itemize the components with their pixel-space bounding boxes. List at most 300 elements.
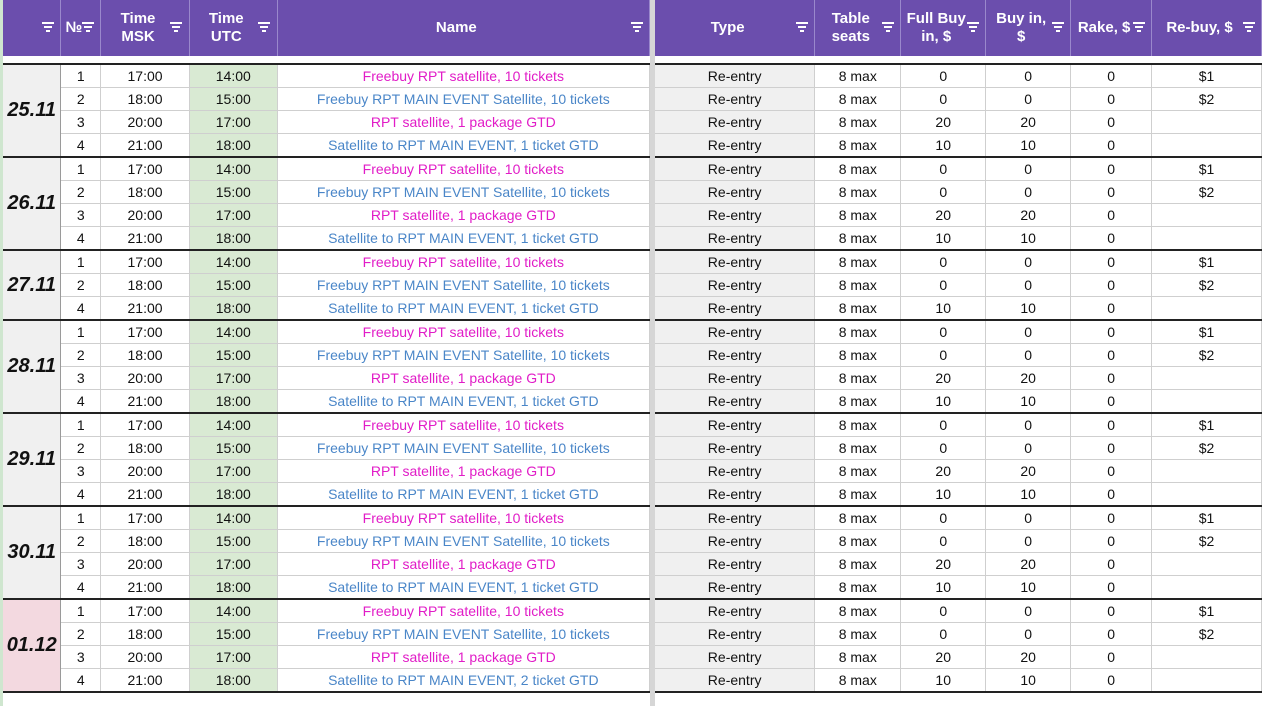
table-seats-cell[interactable]: 8 max bbox=[815, 274, 901, 297]
rake-cell[interactable]: 0 bbox=[1071, 64, 1152, 88]
time-msk-cell[interactable]: 17:00 bbox=[101, 506, 190, 530]
date-cell[interactable]: 27.11 bbox=[3, 250, 61, 320]
time-msk-cell[interactable]: 17:00 bbox=[101, 64, 190, 88]
rake-header[interactable]: Rake, $ bbox=[1071, 0, 1152, 56]
tournament-name-cell[interactable]: RPT satellite, 1 package GTD bbox=[277, 111, 649, 134]
rebuy-cell[interactable] bbox=[1152, 390, 1262, 414]
tournament-name-cell[interactable]: Freebuy RPT satellite, 10 tickets bbox=[277, 506, 649, 530]
buy-in-cell[interactable]: 20 bbox=[986, 460, 1071, 483]
buy-in-cell[interactable]: 0 bbox=[986, 157, 1071, 181]
number-cell[interactable]: 2 bbox=[61, 623, 101, 646]
table-seats-cell[interactable]: 8 max bbox=[815, 320, 901, 344]
full-buy-in-cell[interactable]: 10 bbox=[901, 669, 986, 693]
filter-icon[interactable] bbox=[795, 22, 808, 32]
time-utc-cell[interactable]: 17:00 bbox=[189, 553, 277, 576]
number-cell[interactable]: 1 bbox=[61, 413, 101, 437]
time-utc-cell[interactable]: 15:00 bbox=[189, 530, 277, 553]
rake-cell[interactable]: 0 bbox=[1071, 111, 1152, 134]
type-cell[interactable]: Re-entry bbox=[655, 506, 815, 530]
table-seats-cell[interactable]: 8 max bbox=[815, 227, 901, 251]
tournament-name-cell[interactable]: Freebuy RPT MAIN EVENT Satellite, 10 tickets bbox=[277, 623, 649, 646]
time-utc-cell[interactable]: 14:00 bbox=[189, 157, 277, 181]
rebuy-cell[interactable] bbox=[1152, 483, 1262, 507]
time-utc-cell[interactable]: 17:00 bbox=[189, 367, 277, 390]
time-msk-cell[interactable]: 20:00 bbox=[101, 367, 190, 390]
tournament-name-cell[interactable]: Satellite to RPT MAIN EVENT, 1 ticket GTD bbox=[277, 134, 649, 158]
buy-in-cell[interactable]: 10 bbox=[986, 134, 1071, 158]
rebuy-cell[interactable]: $2 bbox=[1152, 344, 1262, 367]
tournament-name-cell[interactable]: Satellite to RPT MAIN EVENT, 1 ticket GTD bbox=[277, 483, 649, 507]
buy-in-cell[interactable]: 20 bbox=[986, 367, 1071, 390]
type-cell[interactable]: Re-entry bbox=[655, 669, 815, 693]
full-buy-in-cell[interactable]: 0 bbox=[901, 506, 986, 530]
rebuy-cell[interactable] bbox=[1152, 553, 1262, 576]
number-cell[interactable]: 3 bbox=[61, 553, 101, 576]
full-buy-in-cell[interactable]: 20 bbox=[901, 646, 986, 669]
rebuy-cell[interactable] bbox=[1152, 460, 1262, 483]
time-msk-cell[interactable]: 18:00 bbox=[101, 623, 190, 646]
table-seats-cell[interactable]: 8 max bbox=[815, 344, 901, 367]
time-msk-cell[interactable]: 18:00 bbox=[101, 181, 190, 204]
full-buy-in-cell[interactable]: 20 bbox=[901, 460, 986, 483]
full-buy-in-cell[interactable]: 0 bbox=[901, 274, 986, 297]
rake-cell[interactable]: 0 bbox=[1071, 669, 1152, 693]
date-cell[interactable]: 28.11 bbox=[3, 320, 61, 413]
rebuy-cell[interactable]: $1 bbox=[1152, 250, 1262, 274]
type-cell[interactable]: Re-entry bbox=[655, 134, 815, 158]
tournament-name-cell[interactable]: Freebuy RPT MAIN EVENT Satellite, 10 tickets bbox=[277, 530, 649, 553]
buy-in-cell[interactable]: 0 bbox=[986, 344, 1071, 367]
buy-in-cell[interactable]: 0 bbox=[986, 599, 1071, 623]
table-seats-cell[interactable]: 8 max bbox=[815, 367, 901, 390]
type-cell[interactable]: Re-entry bbox=[655, 64, 815, 88]
tournament-name-cell[interactable]: RPT satellite, 1 package GTD bbox=[277, 646, 649, 669]
number-cell[interactable]: 1 bbox=[61, 320, 101, 344]
rake-cell[interactable]: 0 bbox=[1071, 344, 1152, 367]
buy-in-cell[interactable]: 10 bbox=[986, 390, 1071, 414]
time-utc-cell[interactable]: 17:00 bbox=[189, 111, 277, 134]
full-buy-in-cell[interactable]: 0 bbox=[901, 530, 986, 553]
rake-cell[interactable]: 0 bbox=[1071, 320, 1152, 344]
rebuy-cell[interactable] bbox=[1152, 111, 1262, 134]
tournament-name-cell[interactable]: RPT satellite, 1 package GTD bbox=[277, 204, 649, 227]
type-cell[interactable]: Re-entry bbox=[655, 483, 815, 507]
number-cell[interactable]: 3 bbox=[61, 204, 101, 227]
number-cell[interactable]: 3 bbox=[61, 460, 101, 483]
time-utc-cell[interactable]: 18:00 bbox=[189, 483, 277, 507]
time-msk-cell[interactable]: 21:00 bbox=[101, 390, 190, 414]
tournament-name-cell[interactable]: Freebuy RPT satellite, 10 tickets bbox=[277, 413, 649, 437]
time-msk-cell[interactable]: 20:00 bbox=[101, 460, 190, 483]
time-utc-cell[interactable]: 18:00 bbox=[189, 669, 277, 693]
number-cell[interactable]: 4 bbox=[61, 134, 101, 158]
rake-cell[interactable]: 0 bbox=[1071, 367, 1152, 390]
buy-in-cell[interactable]: 10 bbox=[986, 483, 1071, 507]
full-buy-in-cell[interactable]: 10 bbox=[901, 390, 986, 414]
buy-in-cell[interactable]: 20 bbox=[986, 646, 1071, 669]
date-cell[interactable]: 01.12 bbox=[3, 599, 61, 692]
time-msk-cell[interactable]: 20:00 bbox=[101, 646, 190, 669]
buy-in-cell[interactable]: 10 bbox=[986, 576, 1071, 600]
number-cell[interactable]: 1 bbox=[61, 64, 101, 88]
full-buy-in-header[interactable]: Full Buy in, $ bbox=[901, 0, 986, 56]
tournament-name-cell[interactable]: Satellite to RPT MAIN EVENT, 1 ticket GTD bbox=[277, 576, 649, 600]
number-cell[interactable]: 4 bbox=[61, 297, 101, 321]
time-utc-cell[interactable]: 15:00 bbox=[189, 437, 277, 460]
time-utc-cell[interactable]: 15:00 bbox=[189, 88, 277, 111]
filter-icon[interactable] bbox=[1242, 22, 1255, 32]
time-msk-cell[interactable]: 18:00 bbox=[101, 274, 190, 297]
tournament-name-cell[interactable]: Freebuy RPT MAIN EVENT Satellite, 10 tickets bbox=[277, 88, 649, 111]
time-utc-cell[interactable]: 17:00 bbox=[189, 204, 277, 227]
time-msk-cell[interactable]: 21:00 bbox=[101, 227, 190, 251]
number-cell[interactable]: 3 bbox=[61, 367, 101, 390]
number-cell[interactable]: 4 bbox=[61, 390, 101, 414]
date-header[interactable] bbox=[3, 0, 61, 56]
filter-icon[interactable] bbox=[881, 22, 894, 32]
type-cell[interactable]: Re-entry bbox=[655, 413, 815, 437]
rebuy-cell[interactable] bbox=[1152, 646, 1262, 669]
rake-cell[interactable]: 0 bbox=[1071, 157, 1152, 181]
rebuy-cell[interactable]: $1 bbox=[1152, 64, 1262, 88]
table-seats-cell[interactable]: 8 max bbox=[815, 134, 901, 158]
rebuy-cell[interactable] bbox=[1152, 204, 1262, 227]
tournament-name-cell[interactable]: RPT satellite, 1 package GTD bbox=[277, 367, 649, 390]
rake-cell[interactable]: 0 bbox=[1071, 599, 1152, 623]
number-cell[interactable]: 3 bbox=[61, 646, 101, 669]
table-seats-cell[interactable]: 8 max bbox=[815, 437, 901, 460]
number-cell[interactable]: 1 bbox=[61, 250, 101, 274]
tournament-name-cell[interactable]: Freebuy RPT MAIN EVENT Satellite, 10 tickets bbox=[277, 274, 649, 297]
table-row bbox=[655, 460, 1262, 483]
tournament-name-cell[interactable]: RPT satellite, 1 package GTD bbox=[277, 460, 649, 483]
number-cell[interactable]: 4 bbox=[61, 227, 101, 251]
buy-in-cell[interactable]: 0 bbox=[986, 88, 1071, 111]
table-seats-cell[interactable]: 8 max bbox=[815, 413, 901, 437]
rake-cell[interactable]: 0 bbox=[1071, 483, 1152, 507]
rake-cell[interactable]: 0 bbox=[1071, 530, 1152, 553]
table-seats-cell[interactable]: 8 max bbox=[815, 64, 901, 88]
table-seats-cell[interactable]: 8 max bbox=[815, 157, 901, 181]
rebuy-cell[interactable]: $1 bbox=[1152, 157, 1262, 181]
rake-cell[interactable]: 0 bbox=[1071, 413, 1152, 437]
time-msk-cell[interactable]: 17:00 bbox=[101, 157, 190, 181]
rebuy-cell[interactable]: $2 bbox=[1152, 623, 1262, 646]
buy-in-cell[interactable]: 20 bbox=[986, 553, 1071, 576]
tournament-name-cell[interactable]: Freebuy RPT satellite, 10 tickets bbox=[277, 320, 649, 344]
rake-cell[interactable]: 0 bbox=[1071, 297, 1152, 321]
time-msk-header[interactable]: Time MSK bbox=[101, 0, 190, 56]
full-buy-in-cell[interactable]: 10 bbox=[901, 227, 986, 251]
tournament-name-cell[interactable]: Satellite to RPT MAIN EVENT, 1 ticket GTD bbox=[277, 227, 649, 251]
full-buy-in-cell[interactable]: 10 bbox=[901, 576, 986, 600]
time-utc-cell[interactable]: 15:00 bbox=[189, 181, 277, 204]
time-msk-cell[interactable]: 21:00 bbox=[101, 134, 190, 158]
tournament-name-cell[interactable]: Freebuy RPT MAIN EVENT Satellite, 10 tickets bbox=[277, 437, 649, 460]
full-buy-in-cell[interactable]: 0 bbox=[901, 181, 986, 204]
tournament-name-cell[interactable]: Freebuy RPT satellite, 10 tickets bbox=[277, 157, 649, 181]
buy-in-cell[interactable]: 0 bbox=[986, 274, 1071, 297]
date-cell[interactable]: 30.11 bbox=[3, 506, 61, 599]
rake-cell[interactable]: 0 bbox=[1071, 250, 1152, 274]
type-cell[interactable]: Re-entry bbox=[655, 599, 815, 623]
rebuy-cell[interactable]: $2 bbox=[1152, 88, 1262, 111]
time-utc-cell[interactable]: 15:00 bbox=[189, 344, 277, 367]
full-buy-in-cell[interactable]: 0 bbox=[901, 344, 986, 367]
time-msk-cell[interactable]: 17:00 bbox=[101, 599, 190, 623]
time-utc-cell[interactable]: 18:00 bbox=[189, 134, 277, 158]
rake-cell[interactable]: 0 bbox=[1071, 274, 1152, 297]
tournament-name-cell[interactable]: Freebuy RPT MAIN EVENT Satellite, 10 tickets bbox=[277, 181, 649, 204]
rebuy-cell[interactable] bbox=[1152, 297, 1262, 321]
table-seats-cell[interactable]: 8 max bbox=[815, 483, 901, 507]
type-cell[interactable]: Re-entry bbox=[655, 88, 815, 111]
number-cell[interactable]: 2 bbox=[61, 274, 101, 297]
rake-cell[interactable]: 0 bbox=[1071, 437, 1152, 460]
time-msk-cell[interactable]: 18:00 bbox=[101, 88, 190, 111]
full-buy-in-cell[interactable]: 0 bbox=[901, 413, 986, 437]
rebuy-cell[interactable] bbox=[1152, 134, 1262, 158]
time-msk-cell[interactable]: 21:00 bbox=[101, 576, 190, 600]
time-msk-cell[interactable]: 21:00 bbox=[101, 483, 190, 507]
type-cell[interactable]: Re-entry bbox=[655, 297, 815, 321]
rebuy-cell[interactable] bbox=[1152, 367, 1262, 390]
type-cell[interactable]: Re-entry bbox=[655, 344, 815, 367]
tournament-name-cell[interactable]: Satellite to RPT MAIN EVENT, 2 ticket GTD bbox=[277, 669, 649, 693]
full-buy-in-cell[interactable]: 0 bbox=[901, 599, 986, 623]
tournament-name-cell[interactable]: Satellite to RPT MAIN EVENT, 1 ticket GTD bbox=[277, 297, 649, 321]
table-seats-cell[interactable]: 8 max bbox=[815, 599, 901, 623]
type-cell[interactable]: Re-entry bbox=[655, 576, 815, 600]
type-cell[interactable]: Re-entry bbox=[655, 204, 815, 227]
filter-icon[interactable] bbox=[41, 22, 54, 32]
buy-in-cell[interactable]: 0 bbox=[986, 320, 1071, 344]
buy-in-cell[interactable]: 20 bbox=[986, 111, 1071, 134]
rake-cell[interactable]: 0 bbox=[1071, 390, 1152, 414]
table-seats-cell[interactable]: 8 max bbox=[815, 111, 901, 134]
time-utc-cell[interactable]: 17:00 bbox=[189, 460, 277, 483]
table-seats-cell[interactable]: 8 max bbox=[815, 623, 901, 646]
time-utc-cell[interactable]: 18:00 bbox=[189, 576, 277, 600]
type-cell[interactable]: Re-entry bbox=[655, 274, 815, 297]
time-msk-cell[interactable]: 18:00 bbox=[101, 344, 190, 367]
rake-cell[interactable]: 0 bbox=[1071, 646, 1152, 669]
number-cell[interactable]: 2 bbox=[61, 181, 101, 204]
buy-in-cell[interactable]: 20 bbox=[986, 204, 1071, 227]
table-seats-cell[interactable]: 8 max bbox=[815, 553, 901, 576]
full-buy-in-cell[interactable]: 0 bbox=[901, 437, 986, 460]
table-seats-cell[interactable]: 8 max bbox=[815, 390, 901, 414]
time-utc-cell[interactable]: 18:00 bbox=[189, 227, 277, 251]
time-utc-cell[interactable]: 18:00 bbox=[189, 297, 277, 321]
table-seats-cell[interactable]: 8 max bbox=[815, 88, 901, 111]
time-msk-cell[interactable]: 17:00 bbox=[101, 413, 190, 437]
buy-in-cell[interactable]: 0 bbox=[986, 64, 1071, 88]
type-cell[interactable]: Re-entry bbox=[655, 460, 815, 483]
number-cell[interactable]: 4 bbox=[61, 483, 101, 507]
filter-icon[interactable] bbox=[258, 22, 271, 32]
filter-icon[interactable] bbox=[966, 22, 979, 32]
number-cell[interactable]: 3 bbox=[61, 111, 101, 134]
full-buy-in-cell[interactable]: 10 bbox=[901, 297, 986, 321]
tournament-name-cell[interactable]: Freebuy RPT satellite, 10 tickets bbox=[277, 64, 649, 88]
table-seats-cell[interactable]: 8 max bbox=[815, 576, 901, 600]
table-seats-cell[interactable]: 8 max bbox=[815, 181, 901, 204]
number-cell[interactable]: 2 bbox=[61, 344, 101, 367]
rebuy-cell[interactable]: $2 bbox=[1152, 437, 1262, 460]
rebuy-cell[interactable]: $1 bbox=[1152, 506, 1262, 530]
time-msk-cell[interactable]: 20:00 bbox=[101, 111, 190, 134]
buy-in-cell[interactable]: 0 bbox=[986, 530, 1071, 553]
type-cell[interactable]: Re-entry bbox=[655, 367, 815, 390]
type-cell[interactable]: Re-entry bbox=[655, 437, 815, 460]
time-utc-cell[interactable]: 14:00 bbox=[189, 413, 277, 437]
rake-cell[interactable]: 0 bbox=[1071, 181, 1152, 204]
buy-in-cell[interactable]: 0 bbox=[986, 413, 1071, 437]
time-msk-cell[interactable]: 18:00 bbox=[101, 437, 190, 460]
buy-in-cell[interactable]: 10 bbox=[986, 297, 1071, 321]
rebuy-cell[interactable]: $1 bbox=[1152, 599, 1262, 623]
buy-in-cell[interactable]: 0 bbox=[986, 506, 1071, 530]
rake-cell[interactable]: 0 bbox=[1071, 227, 1152, 251]
rebuy-cell[interactable]: $2 bbox=[1152, 274, 1262, 297]
time-utc-cell[interactable]: 15:00 bbox=[189, 623, 277, 646]
type-cell[interactable]: Re-entry bbox=[655, 390, 815, 414]
time-utc-cell[interactable]: 14:00 bbox=[189, 599, 277, 623]
table-seats-cell[interactable]: 8 max bbox=[815, 250, 901, 274]
rake-cell[interactable]: 0 bbox=[1071, 623, 1152, 646]
full-buy-in-cell[interactable]: 0 bbox=[901, 250, 986, 274]
date-cell[interactable]: 26.11 bbox=[3, 157, 61, 250]
number-cell[interactable]: 1 bbox=[61, 506, 101, 530]
number-cell[interactable]: 2 bbox=[61, 88, 101, 111]
rake-cell[interactable]: 0 bbox=[1071, 506, 1152, 530]
table-seats-cell[interactable]: 8 max bbox=[815, 506, 901, 530]
number-cell[interactable]: 2 bbox=[61, 530, 101, 553]
type-cell[interactable]: Re-entry bbox=[655, 553, 815, 576]
rake-cell[interactable]: 0 bbox=[1071, 553, 1152, 576]
type-cell[interactable]: Re-entry bbox=[655, 623, 815, 646]
rake-cell[interactable]: 0 bbox=[1071, 576, 1152, 600]
rebuy-cell[interactable]: $1 bbox=[1152, 413, 1262, 437]
number-header[interactable]: № bbox=[61, 0, 101, 56]
rake-cell[interactable]: 0 bbox=[1071, 134, 1152, 158]
time-utc-cell[interactable]: 14:00 bbox=[189, 320, 277, 344]
time-msk-cell[interactable]: 18:00 bbox=[101, 530, 190, 553]
buy-in-cell[interactable]: 10 bbox=[986, 227, 1071, 251]
time-utc-cell[interactable]: 14:00 bbox=[189, 250, 277, 274]
buy-in-cell[interactable]: 0 bbox=[986, 181, 1071, 204]
type-header[interactable]: Type bbox=[655, 0, 815, 56]
type-cell[interactable]: Re-entry bbox=[655, 157, 815, 181]
tournament-name-cell[interactable]: Freebuy RPT MAIN EVENT Satellite, 10 tickets bbox=[277, 344, 649, 367]
type-cell[interactable]: Re-entry bbox=[655, 646, 815, 669]
table-seats-cell[interactable]: 8 max bbox=[815, 530, 901, 553]
number-cell[interactable]: 4 bbox=[61, 669, 101, 693]
table-seats-cell[interactable]: 8 max bbox=[815, 646, 901, 669]
rebuy-cell[interactable] bbox=[1152, 227, 1262, 251]
type-cell[interactable]: Re-entry bbox=[655, 111, 815, 134]
full-buy-in-cell[interactable]: 20 bbox=[901, 111, 986, 134]
full-buy-in-cell[interactable]: 20 bbox=[901, 204, 986, 227]
rake-cell[interactable]: 0 bbox=[1071, 460, 1152, 483]
time-utc-cell[interactable]: 14:00 bbox=[189, 506, 277, 530]
time-utc-cell[interactable]: 14:00 bbox=[189, 64, 277, 88]
table-seats-cell[interactable]: 8 max bbox=[815, 669, 901, 693]
tournament-name-cell[interactable]: Satellite to RPT MAIN EVENT, 1 ticket GTD bbox=[277, 390, 649, 414]
rebuy-cell[interactable] bbox=[1152, 576, 1262, 600]
full-buy-in-cell[interactable]: 0 bbox=[901, 320, 986, 344]
rebuy-cell[interactable]: $2 bbox=[1152, 530, 1262, 553]
time-utc-header[interactable]: Time UTC bbox=[189, 0, 277, 56]
name-header[interactable]: Name bbox=[277, 0, 649, 56]
rake-cell[interactable]: 0 bbox=[1071, 204, 1152, 227]
full-buy-in-cell[interactable]: 0 bbox=[901, 623, 986, 646]
filter-icon[interactable] bbox=[170, 22, 183, 32]
type-cell[interactable]: Re-entry bbox=[655, 320, 815, 344]
buy-in-cell[interactable]: 0 bbox=[986, 623, 1071, 646]
full-buy-in-cell[interactable]: 0 bbox=[901, 64, 986, 88]
table-seats-cell[interactable]: 8 max bbox=[815, 204, 901, 227]
rebuy-cell[interactable]: $2 bbox=[1152, 181, 1262, 204]
buy-in-header[interactable]: Buy in, $ bbox=[986, 0, 1071, 56]
filter-icon[interactable] bbox=[1132, 22, 1145, 32]
full-buy-in-cell[interactable]: 10 bbox=[901, 134, 986, 158]
type-cell[interactable]: Re-entry bbox=[655, 227, 815, 251]
table-seats-cell[interactable]: 8 max bbox=[815, 460, 901, 483]
type-cell[interactable]: Re-entry bbox=[655, 530, 815, 553]
type-cell[interactable]: Re-entry bbox=[655, 250, 815, 274]
table-seats-cell[interactable]: 8 max bbox=[815, 297, 901, 321]
rake-cell[interactable]: 0 bbox=[1071, 88, 1152, 111]
number-cell[interactable]: 2 bbox=[61, 437, 101, 460]
filter-icon[interactable] bbox=[1051, 22, 1064, 32]
time-msk-cell[interactable]: 20:00 bbox=[101, 553, 190, 576]
buy-in-cell[interactable]: 0 bbox=[986, 250, 1071, 274]
time-msk-cell[interactable]: 20:00 bbox=[101, 204, 190, 227]
time-msk-cell[interactable]: 17:00 bbox=[101, 320, 190, 344]
number-cell[interactable]: 1 bbox=[61, 599, 101, 623]
time-msk-cell[interactable]: 21:00 bbox=[101, 297, 190, 321]
number-cell[interactable]: 1 bbox=[61, 157, 101, 181]
table-seats-header[interactable]: Table seats bbox=[815, 0, 901, 56]
date-cell[interactable]: 29.11 bbox=[3, 413, 61, 506]
full-buy-in-cell[interactable]: 20 bbox=[901, 367, 986, 390]
rebuy-cell[interactable]: $1 bbox=[1152, 320, 1262, 344]
rebuy-cell[interactable] bbox=[1152, 669, 1262, 693]
buy-in-cell[interactable]: 10 bbox=[986, 669, 1071, 693]
time-utc-cell[interactable]: 18:00 bbox=[189, 390, 277, 414]
filter-icon[interactable] bbox=[81, 22, 94, 32]
number-cell[interactable]: 4 bbox=[61, 576, 101, 600]
full-buy-in-cell[interactable]: 0 bbox=[901, 157, 986, 181]
rebuy-header[interactable]: Re-buy, $ bbox=[1152, 0, 1262, 56]
time-msk-cell[interactable]: 17:00 bbox=[101, 250, 190, 274]
tournament-name-cell[interactable]: Freebuy RPT satellite, 10 tickets bbox=[277, 599, 649, 623]
buy-in-cell[interactable]: 0 bbox=[986, 437, 1071, 460]
tournament-name-cell[interactable]: RPT satellite, 1 package GTD bbox=[277, 553, 649, 576]
filter-icon[interactable] bbox=[630, 22, 643, 32]
full-buy-in-cell[interactable]: 0 bbox=[901, 88, 986, 111]
tournament-name-cell[interactable]: Freebuy RPT satellite, 10 tickets bbox=[277, 250, 649, 274]
type-cell[interactable]: Re-entry bbox=[655, 181, 815, 204]
full-buy-in-cell[interactable]: 10 bbox=[901, 483, 986, 507]
time-utc-cell[interactable]: 15:00 bbox=[189, 274, 277, 297]
time-utc-cell[interactable]: 17:00 bbox=[189, 646, 277, 669]
full-buy-in-cell[interactable]: 20 bbox=[901, 553, 986, 576]
time-msk-cell[interactable]: 21:00 bbox=[101, 669, 190, 693]
date-cell[interactable]: 25.11 bbox=[3, 64, 61, 157]
